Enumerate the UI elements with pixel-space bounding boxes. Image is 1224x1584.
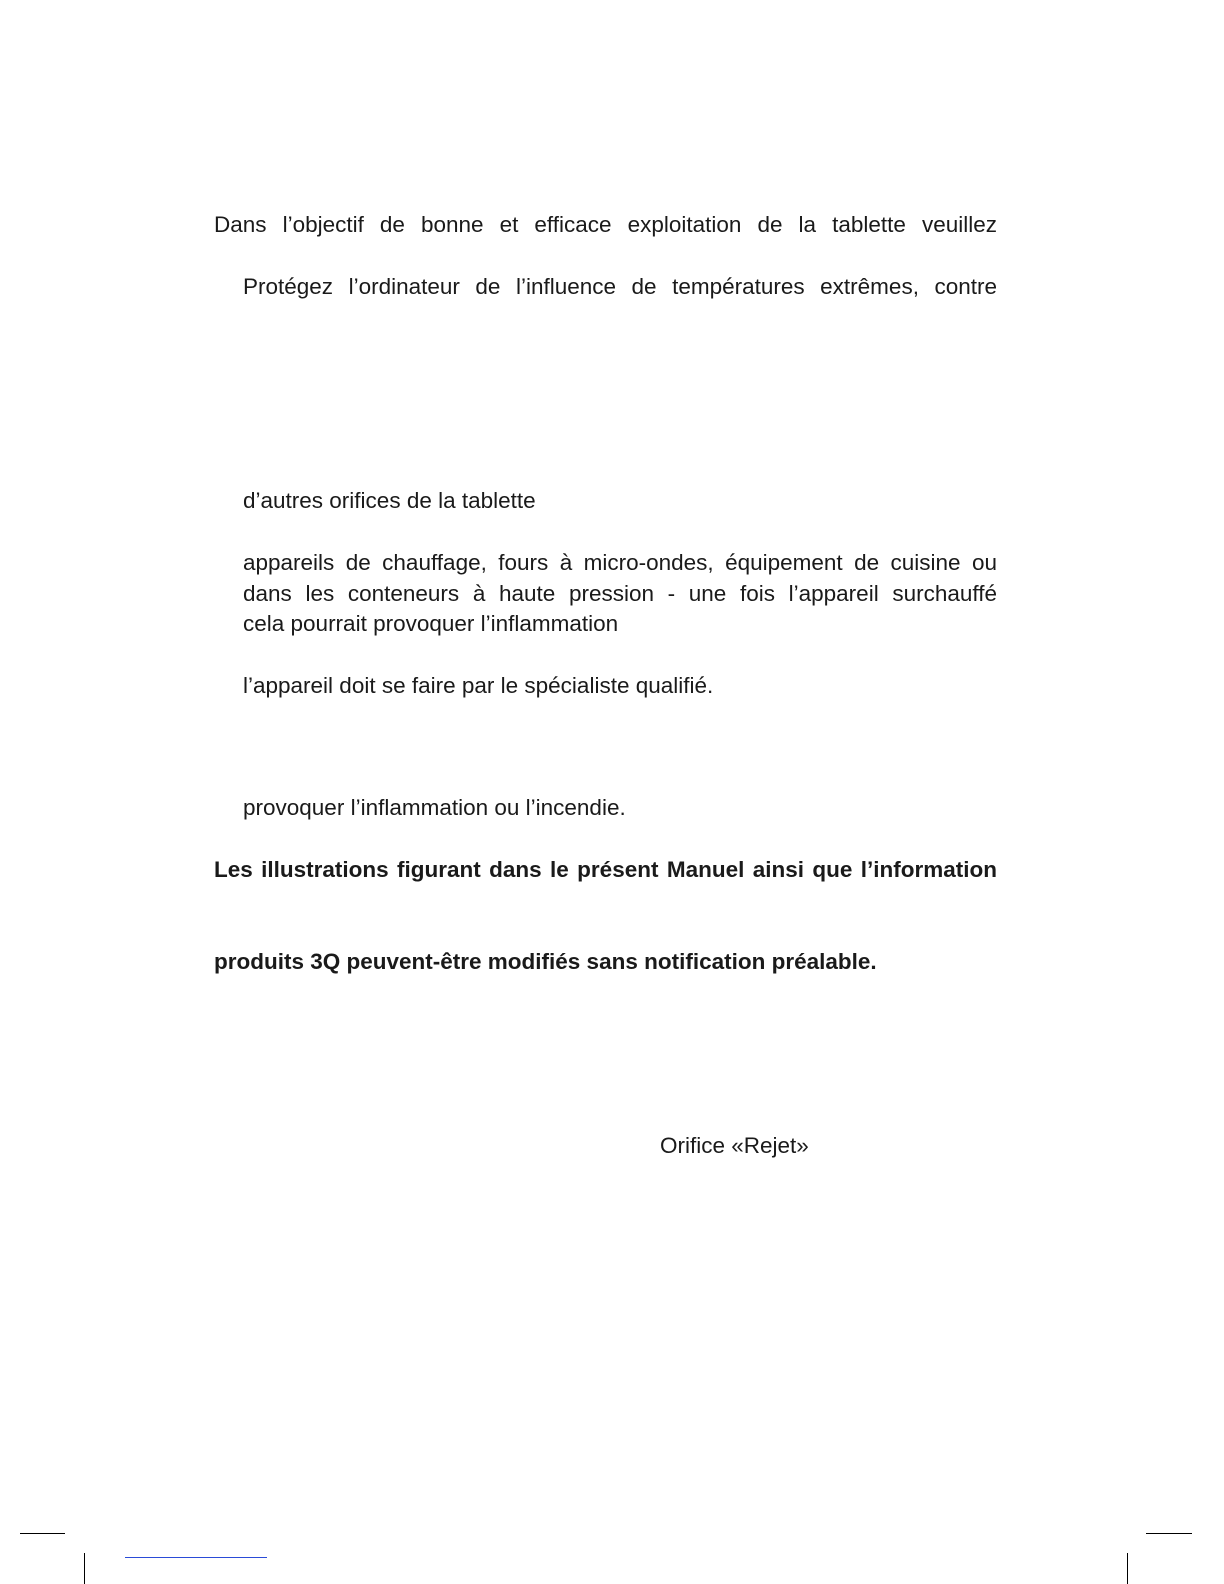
crop-mark-left-horizontal [20, 1533, 65, 1534]
protect-line: Protégez l’ordinateur de l’influence de températures extrêmes, contre [243, 274, 997, 299]
notice-line-1: Les illustrations figurant dans le présent Manuel ainsi que l’information [214, 857, 997, 882]
fire-line: provoquer l’inflammation ou l’incendie. [243, 795, 626, 820]
crop-mark-right-vertical [1127, 1553, 1128, 1584]
heaters-line-1: appareils de chauffage, fours à micro-ondes, équipement de cuisine ou [243, 550, 997, 575]
crop-mark-right-horizontal [1146, 1533, 1192, 1534]
intro-line: Dans l’objectif de bonne et efficace exploitation de la tablette veuillez [214, 212, 997, 237]
specialist-line: l’appareil doit se faire par le spécialiste qualifié. [243, 673, 714, 698]
notice-line-2: produits 3Q peuvent-être modifiés sans notification préalable. [214, 949, 877, 974]
reject-orifice-label: Orifice «Rejet» [660, 1133, 809, 1158]
heaters-line-2: dans les conteneurs à haute pression - une fois l’appareil surchauffé [243, 581, 997, 606]
orifices-line: d’autres orifices de la tablette [243, 488, 536, 513]
footnote-rule [125, 1557, 267, 1558]
crop-mark-left-vertical [84, 1553, 85, 1584]
heaters-line-3: cela pourrait provoquer l’inflammation [243, 611, 619, 636]
